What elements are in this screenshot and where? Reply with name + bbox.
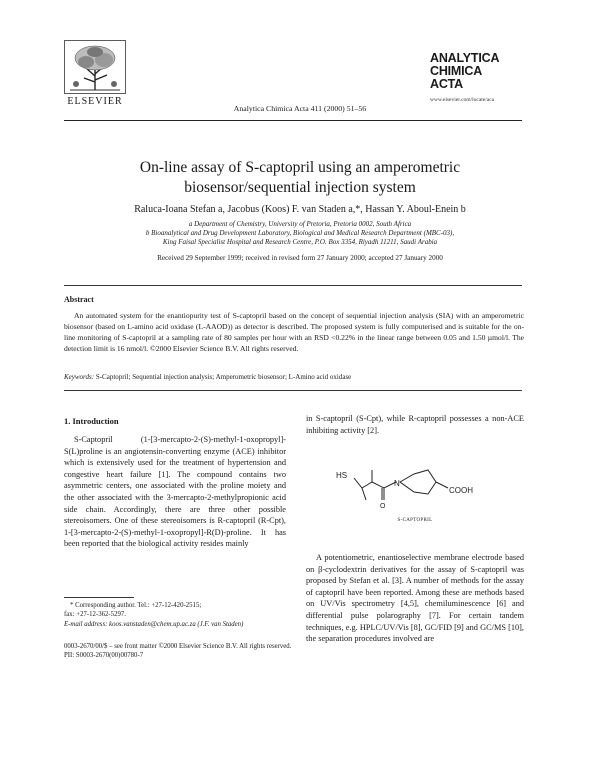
intro-paragraph-2: A potentiometric, enantioselective membrane electrode based on β-cyclodextrin derivatives for the assay of S-captopril was proposed by Stefan et al. [3]. A number of methods for the assay of captopril have been reported. Among these are methods based on UV/Vis spectrometry [4,5], chemiluminescence [6] and differential pulse polarography [7]. For certain tandem techniques, e.g. HPLC/UV/Vis [8], GC/FID [9] and GC/MS [10], the separation procedures involved are	[306, 553, 524, 644]
title-line: On-line assay of S-captopril using an amperometric	[139, 159, 461, 176]
pii-line: PII: S0003-2670(00)00780-7	[64, 652, 144, 660]
structure-atom-hs: HS	[336, 471, 348, 480]
paper-title	[90, 158, 510, 198]
journal-logo-line: CHIMICA	[430, 64, 483, 78]
left-column	[64, 434, 286, 550]
right-column-bottom	[306, 552, 524, 645]
abstract-top-divider	[64, 285, 522, 286]
received-dates: Received 29 September 1999; received in revised form 27 January 2000; accepted 27 January 2000	[157, 254, 443, 262]
intro-paragraph-continued: in S-captopril (S-Cpt), while R-captopril possesses a non-ACE inhibiting activity [2].	[306, 414, 524, 435]
keywords-list: S-Captopril; Sequential injection analysis; Amperometric biosensor; L-Amino acid oxidase	[95, 373, 352, 381]
page-footer	[64, 642, 524, 661]
journal-logo	[430, 52, 522, 103]
journal-reference: Analytica Chimica Acta 411 (2000) 51–56	[233, 104, 367, 113]
abstract-body: An automated system for the enantiopurity test of S-captopril based on the concept of sequential injection analysis (SIA) with an amperometric biosensor (based on L-amino acid oxidase (L-AAOD)) as detector is described. The proposed system is fully computerised and is suitable for the on-line monitoring of S-captopril at a sampling rate of 80 samples per hour with an RSD <0.22% in the linear range between 0.05 and 1.50 µmol/l. The detection limit is 16 nmol/l. ©2000 Elsevier Science B.V. All rights reserved.	[64, 311, 524, 353]
affiliation-a: a Department of Chemistry, University of Pretoria, Pretoria 0002, South Africa	[188, 220, 412, 228]
keywords-label: Keywords:	[64, 373, 95, 381]
footnote-divider	[64, 597, 134, 598]
elsevier-logo	[64, 40, 126, 106]
elsevier-tree-emblem-icon	[64, 40, 126, 94]
header-divider	[64, 120, 522, 121]
copyright-line: 0003-2670/00/$ – see front matter ©2000 Elsevier Science B.V. All rights reserved.	[64, 643, 292, 650]
journal-logo-line: ACTA	[430, 77, 463, 91]
footnote-email: E-mail address: koos.vanstaden@chem.up.ac.za (J.F. van Staden)	[64, 620, 244, 628]
footnote-corresponding: * Corresponding author. Tel.: +27-12-420-2515;	[70, 602, 202, 609]
structure-atom-o: O	[380, 503, 386, 510]
affiliation-b-continued: King Faisal Specialist Hospital and Research Centre, P.O. Box 3354, Riyadh 11211, Saudi Arabia	[162, 238, 438, 246]
structure-caption: S-CAPTOPRIL	[397, 518, 433, 523]
right-column-top	[306, 413, 524, 436]
intro-paragraph: S-Captopril (1-[3-mercapto-2-(S)-methyl-1-oxopropyl]-S(L)proline is an angiotensin-converting enzyme (ACE) inhibitor which is extensively used for the treatment of hypertension and congestive heart failure [1]. The compound contains two asymmetric centers, one associated with the proline moiety and the other associated with the 3-mercapto-2-methylpropionic acid side chain. Accordingly, there are three other possible stereoisomers. One of these stereoisomers is R-captopril (R-Cpt), 1-[3-mercapto-2-(S)-methyl-1-oxopropyl]-R(D)-proline. It has been reported that the biological activity resides mainly	[64, 435, 286, 549]
author-list: Raluca-Ioana Stefan a, Jacobus (Koos) F. van Staden a,*, Hassan Y. Aboul-Enein b	[134, 204, 466, 215]
publisher-wordmark: ELSEVIER	[67, 96, 123, 107]
abstract-heading: Abstract	[64, 295, 94, 304]
affiliation-b: b Bioanalytical and Drug Development Laboratory, Biological and Medical Research Department (MBC-03),	[145, 229, 455, 237]
abstract-bottom-divider	[64, 390, 522, 391]
section-heading: 1. Introduction	[64, 416, 119, 426]
journal-logo-line: ANALYTICA	[430, 51, 500, 65]
footnotes	[64, 601, 294, 629]
structure-atom-n: N	[394, 479, 400, 488]
footnote-fax: fax: +27-12-362-5297.	[64, 611, 126, 619]
structure-atom-cooh: COOH	[449, 486, 473, 495]
journal-url[interactable]: www.elsevier.com/locate/aca	[430, 97, 495, 103]
captopril-structure-diagram	[332, 448, 502, 514]
keywords	[64, 373, 524, 381]
title-line: biosensor/sequential injection system	[184, 179, 416, 196]
